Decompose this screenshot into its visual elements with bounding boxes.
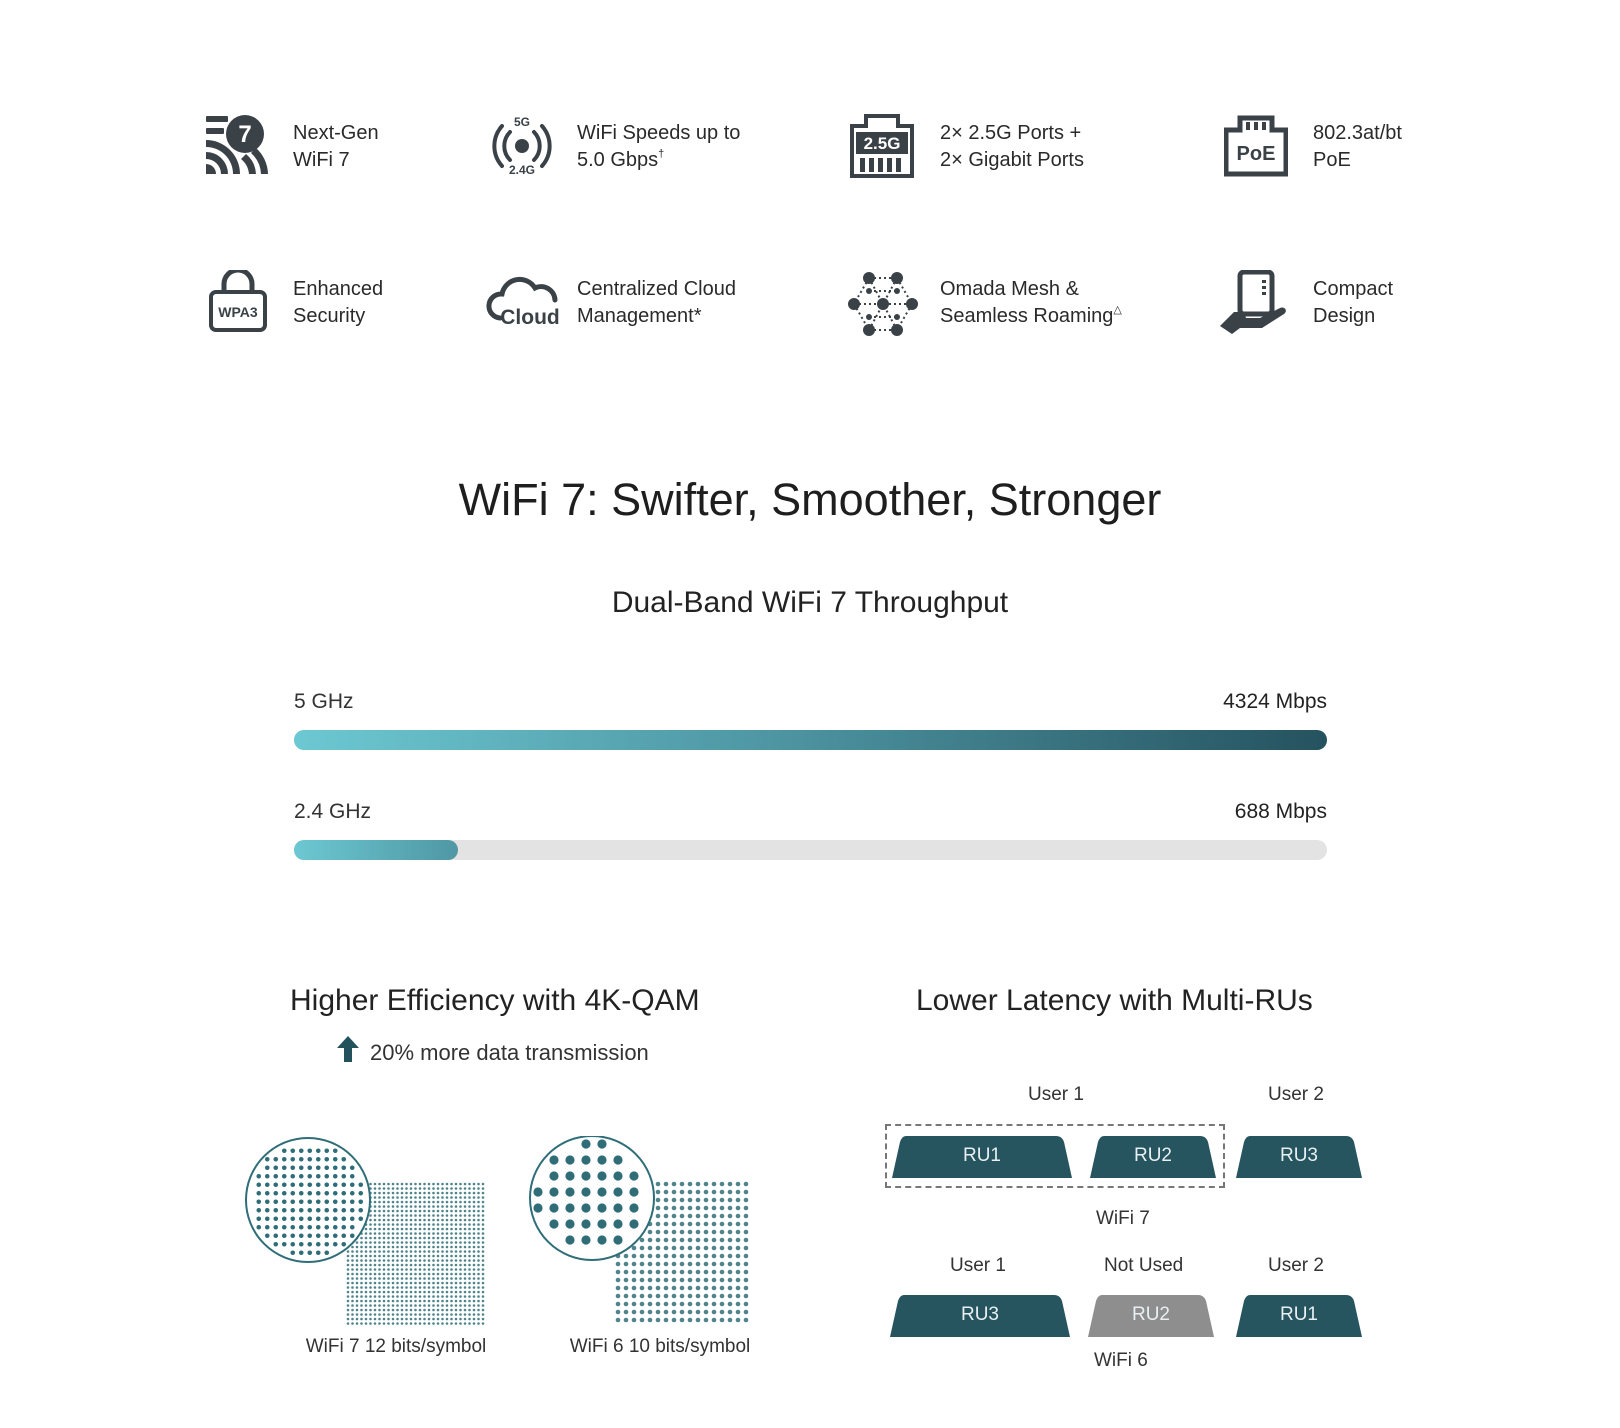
wifi7-user1-label: User 1 xyxy=(1028,1084,1084,1105)
feature-cloud-text xyxy=(577,276,736,330)
ru-label: RU2 xyxy=(1131,1304,1170,1325)
dual-band-icon xyxy=(486,114,550,178)
wifi6-user2-label: User 2 xyxy=(1268,1255,1324,1276)
feature-line: Centralized Cloud xyxy=(577,278,736,300)
arrow-up-icon xyxy=(336,1036,360,1064)
poe-icon-text: PoE xyxy=(1236,143,1276,165)
feature-mesh-text xyxy=(940,276,1122,330)
triangle-mark: △ xyxy=(1113,304,1122,316)
mru-title: Lower Latency with Multi-RUs xyxy=(916,984,1313,1017)
feature-compact-text xyxy=(1313,276,1393,330)
feature-line xyxy=(940,303,1122,330)
poe-port-icon xyxy=(1224,114,1288,178)
band-24ghz-track xyxy=(294,840,1327,860)
cloud-icon xyxy=(486,274,562,338)
feature-wifi7-text xyxy=(293,120,379,174)
band-5ghz-track xyxy=(294,730,1327,750)
wifi7-rate: 12 bits/symbol xyxy=(364,1336,487,1357)
feature-line-text: 5.0 Gbps xyxy=(577,149,659,171)
wifi6-ru-block xyxy=(1236,1295,1362,1337)
mesh-icon xyxy=(848,272,918,336)
feature-line xyxy=(577,147,740,174)
band-5ghz-value: 4324 Mbps xyxy=(1223,690,1327,713)
wifi6-user1-label: User 1 xyxy=(950,1255,1006,1276)
lock-icon xyxy=(208,270,272,334)
feature-poe-text xyxy=(1313,120,1402,174)
ru-label: RU3 xyxy=(1279,1145,1318,1166)
feature-line: Design xyxy=(1313,305,1376,327)
dagger-mark: † xyxy=(658,148,665,160)
ru-label: RU1 xyxy=(1279,1304,1318,1325)
qam-note: 20% more data transmission xyxy=(370,1040,649,1065)
feature-line: 802.3at/bt xyxy=(1313,122,1402,144)
svg-text:7: 7 xyxy=(238,121,252,148)
wifi7-icon xyxy=(206,114,270,178)
hand-device-icon xyxy=(1218,270,1288,336)
wifi6-not-used-label: Not Used xyxy=(1104,1255,1184,1276)
feature-line: Security xyxy=(293,305,366,327)
qam-illustration xyxy=(240,1136,760,1326)
band-24ghz-fill xyxy=(294,840,458,860)
feature-line: Management* xyxy=(577,305,702,327)
ru-label: RU3 xyxy=(960,1304,999,1325)
feature-line-text: Seamless Roaming xyxy=(940,305,1114,327)
ru-label: RU1 xyxy=(962,1145,1001,1166)
cloud-icon-text: Cloud xyxy=(500,306,560,329)
feature-line: Enhanced xyxy=(293,278,384,300)
feature-line: WiFi 7 xyxy=(293,149,350,171)
wifi6-rate: 10 bits/symbol xyxy=(628,1336,751,1357)
wifi6-name: WiFi 6 xyxy=(569,1336,624,1357)
feature-line: Next-Gen xyxy=(293,122,379,144)
wifi7-rate-caption xyxy=(296,1336,496,1358)
wifi7-name: WiFi 7 xyxy=(305,1336,360,1357)
wifi7-user2-label: User 2 xyxy=(1268,1084,1324,1105)
feature-line: 2× Gigabit Ports xyxy=(940,149,1084,171)
wifi7-ru-block xyxy=(1236,1136,1362,1178)
page-title: WiFi 7: Swifter, Smoother, Stronger xyxy=(458,474,1162,525)
feature-line: Omada Mesh & xyxy=(940,278,1079,300)
wifi6-ru-block xyxy=(890,1295,1070,1337)
qam-title: Higher Efficiency with 4K-QAM xyxy=(290,984,700,1017)
feature-line: 2× 2.5G Ports + xyxy=(940,122,1082,144)
band-5ghz-label: 5 GHz xyxy=(294,690,354,713)
dual-band-icon-bottom: 2.4G xyxy=(508,163,536,177)
wifi7-ru-block xyxy=(1090,1136,1216,1178)
wifi7-row-label: WiFi 7 xyxy=(1096,1208,1150,1229)
band-5ghz-fill xyxy=(294,730,1327,750)
wifi6-row-label: WiFi 6 xyxy=(1094,1350,1148,1371)
throughput-title: Dual-Band WiFi 7 Throughput xyxy=(611,586,1009,619)
feature-ports-text xyxy=(940,120,1084,174)
ru-label: RU2 xyxy=(1133,1145,1172,1166)
band-24ghz-label: 2.4 GHz xyxy=(294,800,372,823)
dual-band-icon-top: 5G xyxy=(513,115,531,129)
feature-line: PoE xyxy=(1313,149,1351,171)
feature-line: Compact xyxy=(1313,278,1394,300)
feature-speed-text xyxy=(577,120,740,174)
ethernet-port-icon xyxy=(850,114,914,178)
wifi6-rate-caption xyxy=(560,1336,760,1358)
feature-security-text xyxy=(293,276,383,330)
wifi7-ru-block xyxy=(892,1136,1072,1178)
lock-icon-text: WPA3 xyxy=(218,304,258,320)
band-24ghz-value: 688 Mbps xyxy=(1234,800,1327,823)
wifi6-ru-block-unused xyxy=(1088,1295,1214,1337)
port-icon-text: 2.5G xyxy=(863,134,901,153)
feature-line: WiFi Speeds up to xyxy=(577,122,741,144)
